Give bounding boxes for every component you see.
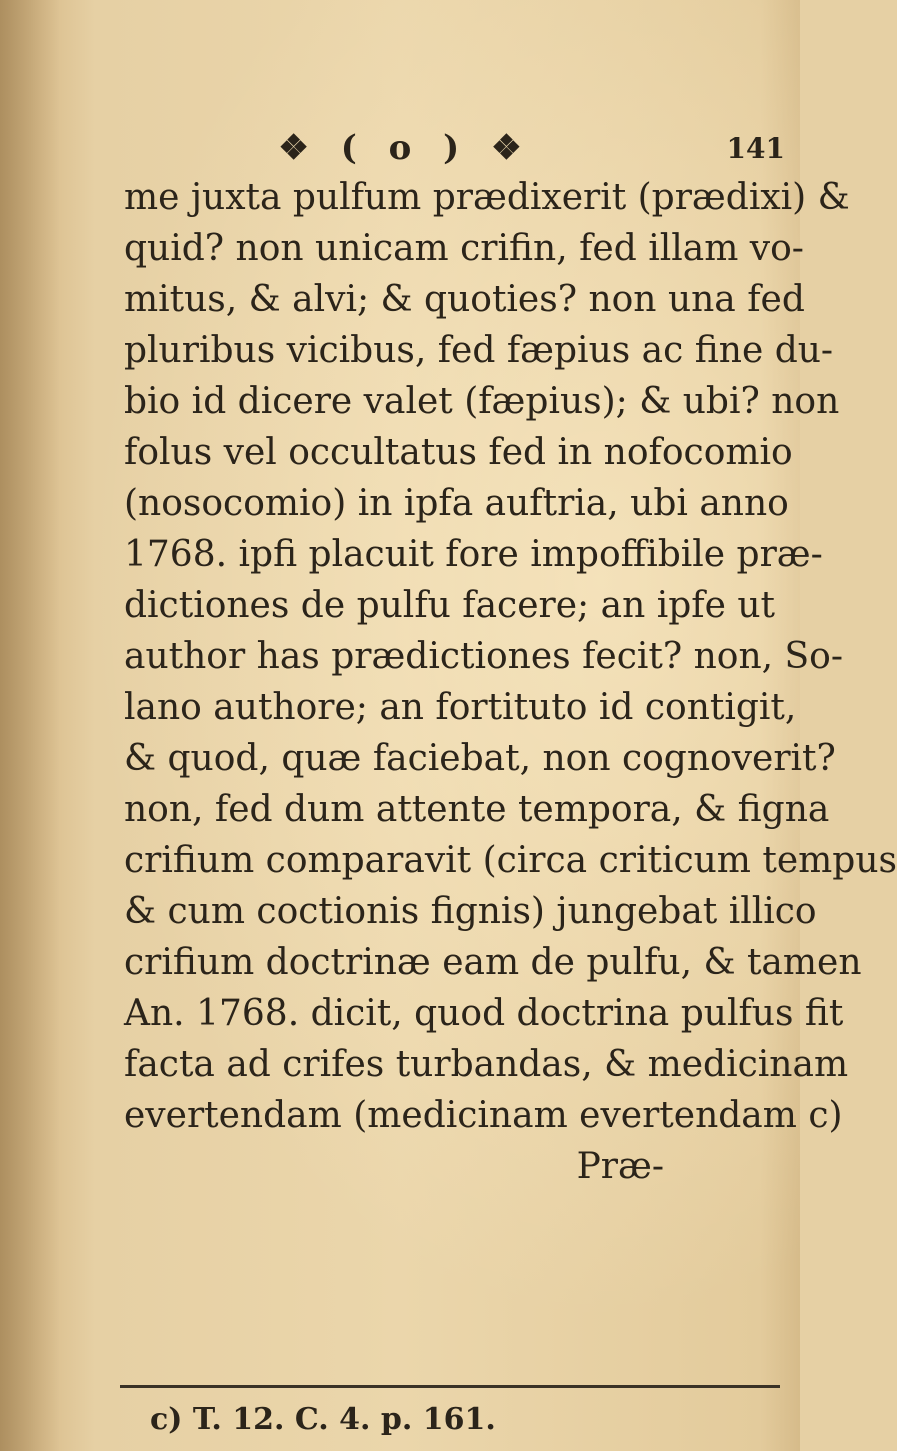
catchword: Præ- (576, 1146, 664, 1187)
text-line: quid? non unicam crifin, fed illam vo- (124, 228, 804, 269)
body-text (124, 172, 897, 1192)
text-line: lano authore; an fortituto id contigit, (124, 687, 797, 728)
binding-gutter (0, 0, 60, 1451)
running-header (278, 128, 785, 168)
text-line: author has prædictiones fecit? non, So- (124, 636, 844, 677)
text-line: crifium doctrinæ eam de pulfu, & tamen (124, 942, 862, 983)
text-line: 1768. ipfi placuit fore impoffibile præ- (124, 534, 823, 575)
text-line: me juxta pulfum prædixerit (prædixi) & (124, 177, 850, 218)
header-ornament-title: ❖ ( o ) ❖ (278, 128, 532, 168)
page-number: 141 (726, 132, 785, 165)
footnote: c) T. 12. C. 4. p. 161. (150, 1402, 496, 1437)
text-line: mitus, & alvi; & quoties? non una fed (124, 279, 805, 320)
text-line: crifium comparavit (circa criticum tempus (124, 840, 897, 881)
footnote-rule (120, 1385, 780, 1388)
text-line: & quod, quæ faciebat, non cognoverit? (124, 738, 836, 779)
text-line: bio id dicere valet (fæpius); & ubi? non (124, 381, 840, 422)
text-line: An. 1768. dicit, quod doctrina pulfus fit (124, 993, 844, 1034)
text-line: (nosocomio) in ipfa auftria, ubi anno (124, 483, 789, 524)
text-line: & cum coctionis fignis) jungebat illico (124, 891, 817, 932)
text-line: dictiones de pulfu facere; an ipfe ut (124, 585, 775, 626)
text-line: facta ad crifes turbandas, & medicinam (124, 1044, 849, 1085)
text-line: folus vel occultatus fed in nofocomio (124, 432, 793, 473)
text-line: evertendam (medicinam evertendam c) (124, 1095, 843, 1136)
text-line: pluribus vicibus, fed fæpius ac fine du- (124, 330, 834, 371)
text-line: non, fed dum attente tempora, & figna (124, 789, 830, 830)
